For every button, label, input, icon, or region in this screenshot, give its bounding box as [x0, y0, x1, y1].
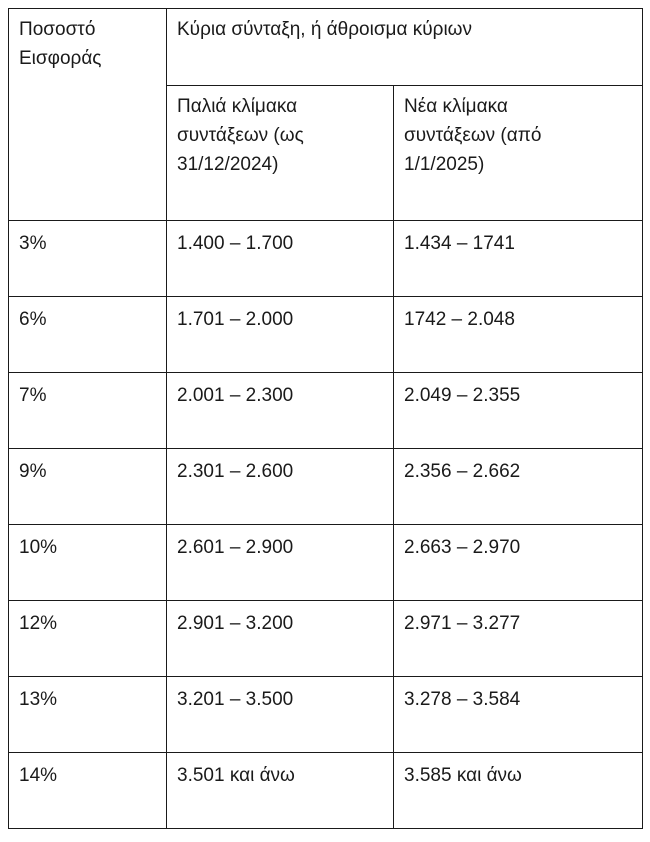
- new-scale-cell: 3.585 και άνω: [394, 753, 643, 829]
- new-scale-cell: 1742 – 2.048: [394, 297, 643, 373]
- rate-cell: 6%: [9, 297, 167, 373]
- table-row: [9, 525, 643, 601]
- header-rate-cell: [9, 9, 167, 221]
- old-scale-cell: 1.400 – 1.700: [167, 221, 394, 297]
- header-group-cell: [167, 9, 643, 86]
- new-scale-cell: 2.663 – 2.970: [394, 525, 643, 601]
- table-row: [9, 677, 643, 753]
- old-scale-cell: 2.901 – 3.200: [167, 601, 394, 677]
- old-scale-cell: 2.301 – 2.600: [167, 449, 394, 525]
- table-row: [9, 601, 643, 677]
- header-old-scale-cell: [167, 86, 394, 221]
- old-scale-cell: 2.601 – 2.900: [167, 525, 394, 601]
- old-scale-cell: 3.201 – 3.500: [167, 677, 394, 753]
- rate-cell: 13%: [9, 677, 167, 753]
- new-scale-cell: 2.356 – 2.662: [394, 449, 643, 525]
- pension-contribution-table: [8, 8, 643, 829]
- header-new-scale-cell: [394, 86, 643, 221]
- header-rate-label: Ποσοστό Εισφοράς: [19, 19, 102, 69]
- new-scale-cell: 2.971 – 3.277: [394, 601, 643, 677]
- rate-cell: 12%: [9, 601, 167, 677]
- table-row: [9, 297, 643, 373]
- header-new-scale-label: Νέα κλίμακα συντάξεων (από 1/1/2025): [404, 96, 542, 175]
- old-scale-cell: 3.501 και άνω: [167, 753, 394, 829]
- table-row: [9, 753, 643, 829]
- rate-cell: 14%: [9, 753, 167, 829]
- table-row: [9, 373, 643, 449]
- rate-cell: 10%: [9, 525, 167, 601]
- new-scale-cell: 3.278 – 3.584: [394, 677, 643, 753]
- new-scale-cell: 2.049 – 2.355: [394, 373, 643, 449]
- new-scale-cell: 1.434 – 1741: [394, 221, 643, 297]
- old-scale-cell: 1.701 – 2.000: [167, 297, 394, 373]
- header-group-label: Κύρια σύνταξη, ή άθροισμα κύριων: [177, 19, 473, 40]
- header-old-scale-label: Παλιά κλίμακα συντάξεων (ως 31/12/2024): [177, 96, 304, 175]
- rate-cell: 9%: [9, 449, 167, 525]
- table-row: [9, 221, 643, 297]
- header-row-1: [9, 9, 643, 86]
- old-scale-cell: 2.001 – 2.300: [167, 373, 394, 449]
- rate-cell: 7%: [9, 373, 167, 449]
- table-row: [9, 449, 643, 525]
- rate-cell: 3%: [9, 221, 167, 297]
